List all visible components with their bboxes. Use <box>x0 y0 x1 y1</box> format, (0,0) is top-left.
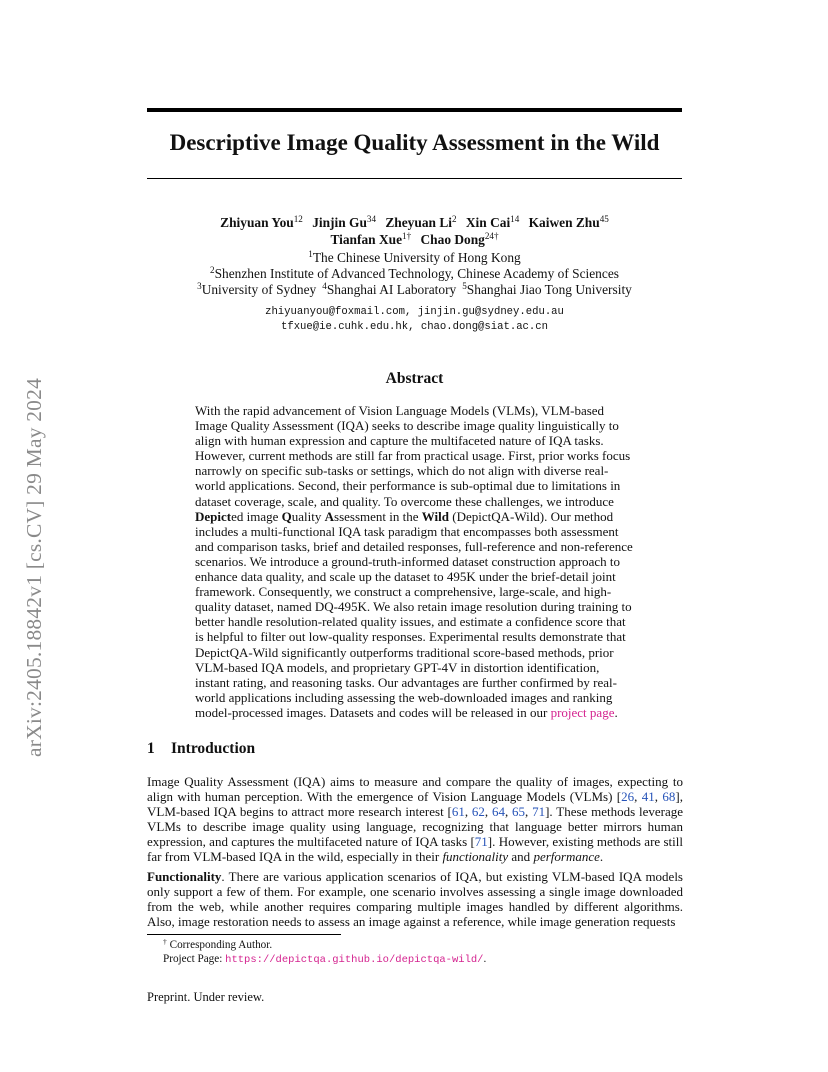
citation-link[interactable]: 71 <box>474 834 488 850</box>
abstract-body: With the rapid advancement of Vision Language Models (VLMs), VLM-based Image Quality Assessment (IQA) seeks to describe image quality linguistically to align with human expression and capture the multifaceted nature of IQA tasks. However, current methods are still far from practical usage. First, prior works focus narrowly on specific sub-tasks or settings, which do not align with diverse real-world applications. Second, their performance is sub-optimal due to limitations in dataset coverage, scale, and quality. To overcome these challenges, we introduce Depicted image Quality Assessment in the Wild (DepictQA-Wild). Our method includes a multi-functional IQA task paradigm that encompasses both assessment and comparison tasks, brief and detailed responses, full-reference and non-reference scenarios. We introduce a ground-truth-informed dataset construction approach to enhance data quality, and scale up the dataset to 495K under the brief-detail joint framework. Consequently, we construct a comprehensive, large-scale, and high-quality dataset, named DQ-495K. We also retain image resolution during training to better handle resolution-related quality issues, and estimate a confidence score that is helpful to filter out low-quality responses. Experimental results demonstrate that DepictQA-Wild significantly outperforms traditional score-based methods, prior VLM-based IQA models, and proprietary GPT-4V in distortion identification, instant rating, and reasoning tasks. Our advantages are further confirmed by real-world applications including assessing the web-downloaded images and ranking model-processed images. Datasets and codes will be released in our project page. <box>195 403 633 720</box>
title-bottom-rule <box>147 178 682 179</box>
citation-link[interactable]: 41 <box>641 789 655 805</box>
citation-link[interactable]: 26 <box>621 789 635 805</box>
section-heading: 1 Introduction <box>147 740 256 757</box>
arxiv-identifier: arXiv:2405.18842v1 [cs.CV] 29 May 2024 <box>22 377 46 757</box>
author: Tianfan Xue$^{1\dagger}$ <box>330 231 412 247</box>
author-emails <box>147 305 682 335</box>
citation-link[interactable]: 62 <box>471 804 485 820</box>
affiliation: $^3$University of Sydney $^4$Shanghai AI Laboratory $^5$Shanghai Jiao Tong University <box>197 281 632 297</box>
author: Kaiwen Zhu$^{45}$ <box>528 214 609 230</box>
citation-link[interactable]: 71 <box>532 804 546 820</box>
footnote-rule <box>147 934 341 935</box>
author: Zheyuan Li$^2$ <box>385 214 457 230</box>
project-page-link[interactable]: project page <box>550 704 615 720</box>
email-line: zhiyuanyou@foxmail.com, jinjin.gu@sydney.edu.au <box>265 306 564 318</box>
footnote-project-page: Project Page: https://depictqa.github.io/depictqa-wild/. <box>163 953 487 966</box>
author-list <box>147 214 682 248</box>
affiliation: $^2$Shenzhen Institute of Advanced Technology, Chinese Academy of Sciences <box>210 265 619 281</box>
author: Chao Dong$^{24\dagger}$ <box>420 231 499 247</box>
preprint-note: Preprint. Under review. <box>147 990 265 1004</box>
author: Jinjin Gu$^{34}$ <box>312 214 376 230</box>
title-top-rule <box>147 108 682 112</box>
author: Xin Cai$^{14}$ <box>465 214 520 230</box>
paper-title: Descriptive Image Quality Assessment in the Wild <box>169 130 660 155</box>
functionality-paragraph: Functionality. There are various application scenarios of IQA, but existing VLM-based IQA models only support a few of them. For example, one scenario involves assessing a single image downloaded from the web, while another requires comparing multiple images handled by different algorithms. Also, image restoration needs to assess an image against a reference, while image generation requests <box>147 869 683 930</box>
citation-link[interactable]: 65 <box>512 804 526 820</box>
affiliation: $^1$The Chinese University of Hong Kong <box>308 249 521 265</box>
affiliation-list <box>147 250 682 298</box>
intro-paragraph: Image Quality Assessment (IQA) aims to measure and compare the quality of images, expecting to align with human perception. With the emergence of Vision Language Models (VLMs) [26, 41, 68], VLM-based IQA begins to attract more research interest [61, 62, 64, 65, 71]. These methods leverage VLMs to describe image quality using language, recognizing that language better mirrors human expression, and captures the multifaceted nature of IQA tasks [71]. However, existing methods are still far from VLM-based IQA in the wild, especially in their functionality and performance. <box>147 774 684 865</box>
citation-link[interactable]: 61 <box>451 804 465 820</box>
email-line: tfxue@ie.cuhk.edu.hk, chao.dong@siat.ac.cn <box>280 321 548 333</box>
project-url-link[interactable]: https://depictqa.github.io/depictqa-wild/ <box>225 954 484 966</box>
citation-link[interactable]: 68 <box>662 789 676 805</box>
author: Zhiyuan You$^{12}$ <box>220 214 303 230</box>
citation-link[interactable]: 64 <box>491 804 505 820</box>
abstract-heading: Abstract <box>385 370 444 387</box>
footnote-corresponding: † Corresponding Author. <box>163 936 273 951</box>
